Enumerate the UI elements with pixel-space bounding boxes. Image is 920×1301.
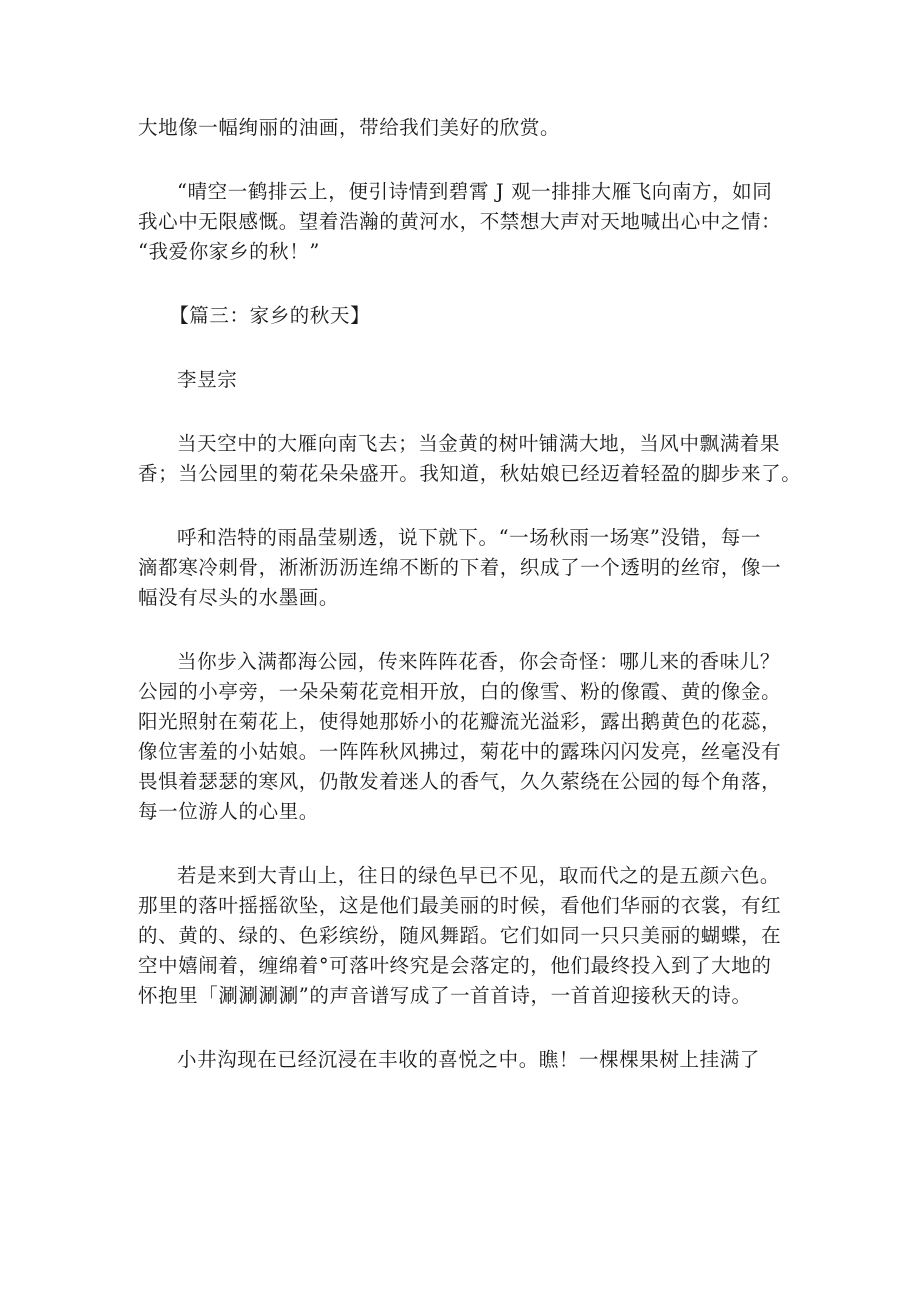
text-line: “我爱你家乡的秋！” — [138, 240, 320, 263]
text-line: 呼和浩特的雨晶莹剔透，说下就下。“一场秋雨一场寒”没错，每一 — [177, 526, 761, 549]
paragraph — [138, 647, 802, 827]
text-line: 阳光照射在菊花上，使得她那娇小的花瓣流光溢彩，露出鹅黄色的花蕊， — [138, 710, 782, 733]
text-line: 若是来到大青山上，往日的绿色早已不见，取而代之的是五颜六色。 — [177, 864, 781, 887]
document-body — [138, 113, 802, 1109]
text-line: 空中嬉闹着，缠绵着°可落叶终究是会落定的，他们最终投入到了大地的 — [138, 954, 772, 977]
paragraph — [138, 1045, 802, 1075]
text-line: 像位害羞的小姑娘。一阵阵秋风拂过，菊花中的露珠闪闪发亮，丝毫没有 — [138, 740, 782, 763]
paragraph — [138, 429, 802, 489]
heading-text: 【篇三：家乡的秋天】 — [169, 304, 371, 327]
text-line: 公园的小亭旁，一朵朵菊花竞相开放，白的像雪、粉的像霞、黄的像金。 — [138, 680, 782, 703]
paragraph — [138, 861, 802, 1011]
text-line: 每一位游人的心里。 — [138, 800, 319, 823]
author-name — [138, 365, 802, 395]
paragraph — [138, 113, 802, 143]
text-line: 大地像一幅绚丽的油画，带给我们美好的欣赏。 — [138, 116, 561, 139]
text-line: 畏惧着瑟瑟的寒风，仍散发着迷人的香气，久久萦绕在公园的每个角落， — [138, 770, 782, 793]
text-line: 我心中无限感慨。望着浩瀚的黄河水，不禁想大声对天地喊出心中之情： — [138, 210, 782, 233]
text-line: 当天空中的大雁向南飞去；当金黄的树叶铺满大地，当风中飘满着果 — [177, 432, 781, 455]
text-line: 怀抱里「涮涮涮涮”的声音谱写成了一首首诗，一首首迎接秋天的诗。 — [138, 984, 752, 1007]
text-line: 香；当公园里的菊花朵朵盛开。我知道，秋姑娘已经迈着轻盈的脚步来了。 — [138, 462, 802, 485]
author-text: 李昱宗 — [177, 368, 238, 391]
text-line: 幅没有尽头的水墨画。 — [138, 586, 340, 609]
text-line: 那里的落叶摇摇欲坠，这是他们最美丽的时候，看他们华丽的衣裳，有红 — [138, 894, 782, 917]
text-line: 滴都寒冷刺骨，淅淅沥沥连绵不断的下着，织成了一个透明的丝帘，像一 — [138, 556, 782, 579]
paragraph — [138, 523, 802, 613]
paragraph-poem-quote — [138, 177, 802, 267]
text-line: 当你步入满都海公园，传来阵阵花香，你会奇怪：哪儿来的香味儿？ — [177, 650, 781, 673]
text-line: “晴空一鹤排云上，便引诗情到碧霄 J 观一排排大雁飞向南方，如同 — [177, 180, 773, 203]
text-line: 小井沟现在已经沉浸在丰收的喜悦之中。瞧！一棵棵果树上挂满了 — [177, 1048, 760, 1071]
section-heading — [138, 301, 802, 331]
text-line: 的、黄的、绿的、色彩缤纷，随风舞蹈。它们如同一只只美丽的蝴蝶，在 — [138, 924, 782, 947]
